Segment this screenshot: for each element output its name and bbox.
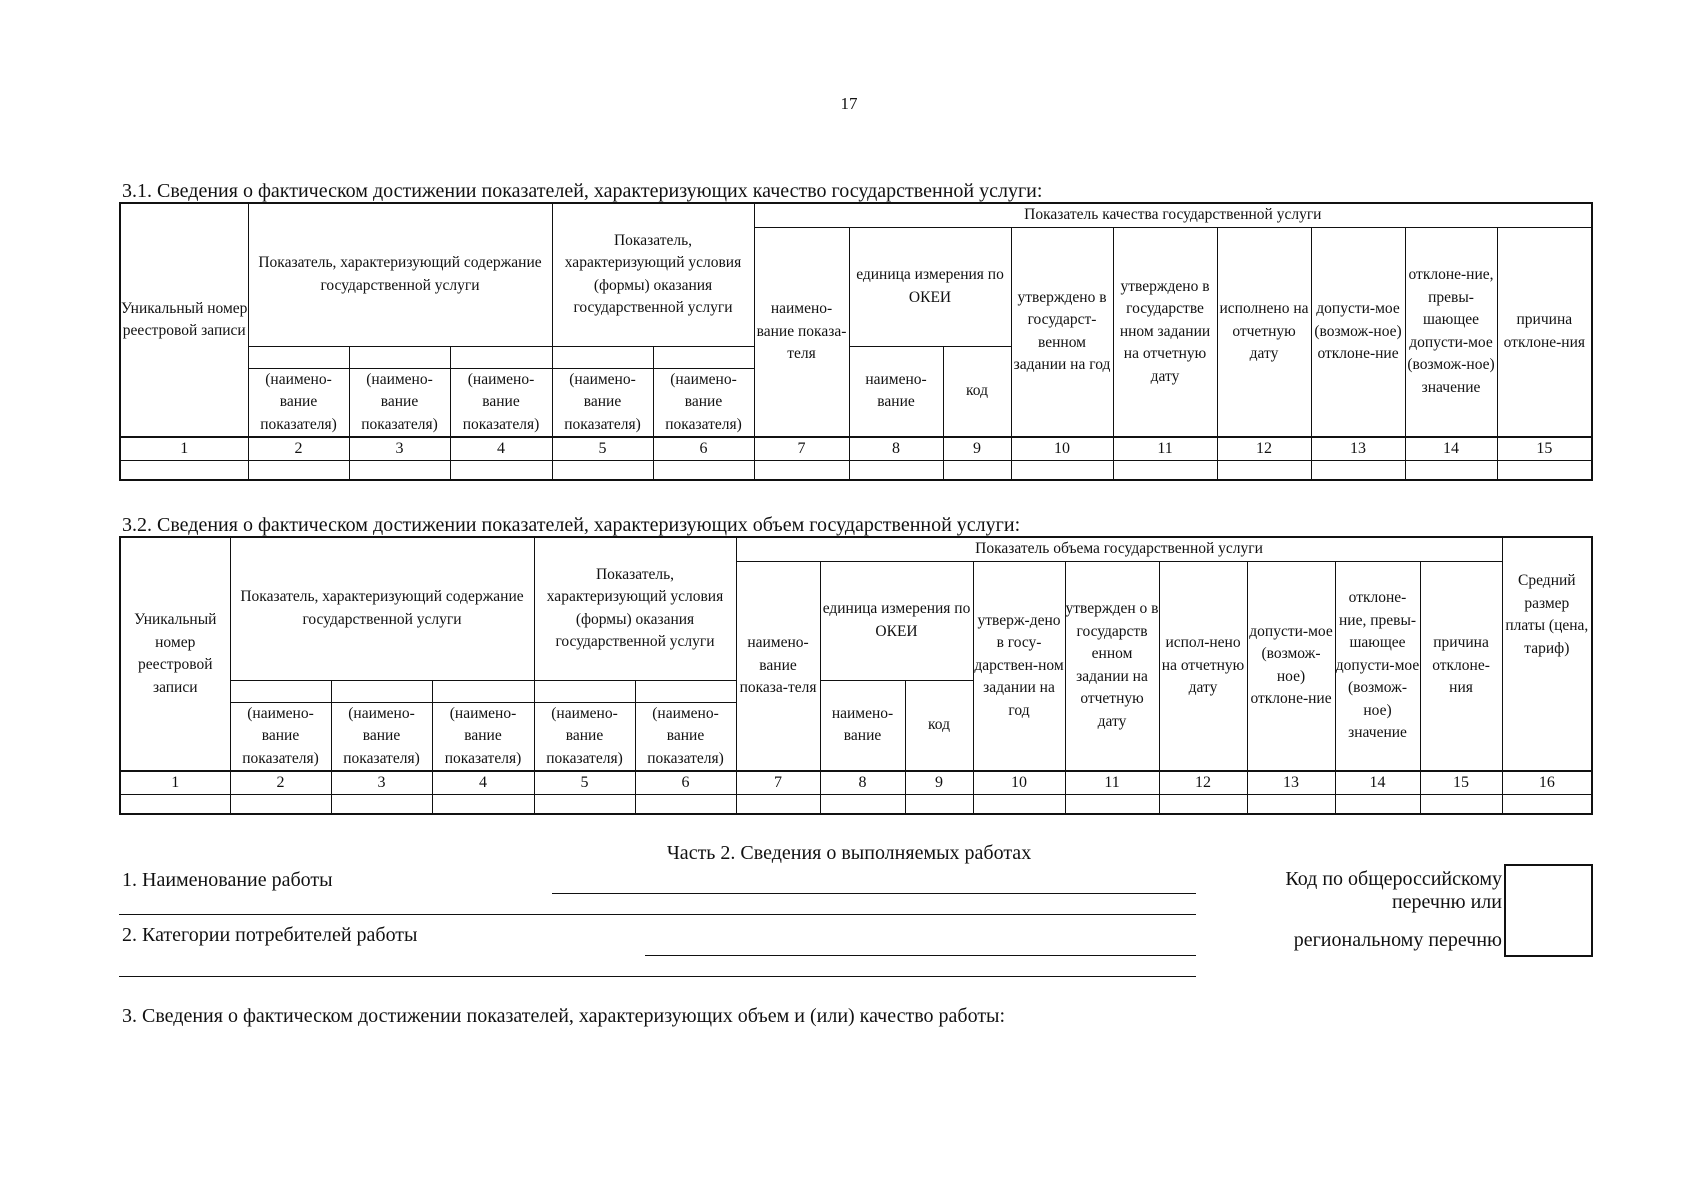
consumers-label: 2. Категории потребителей работы <box>122 924 418 946</box>
empty-data-cell[interactable] <box>736 795 820 815</box>
sub-indicator-label: (наимено-вание показателя) <box>534 702 635 771</box>
column-number: 7 <box>754 437 849 461</box>
unique-number-header: Уникальный номер реестровой записи <box>120 203 248 437</box>
blank-cell <box>450 346 552 368</box>
empty-data-cell[interactable] <box>943 461 1011 481</box>
executed-header: испол-нено на отчетную дату <box>1159 561 1247 771</box>
section-3-2-title: 3.2. Сведения о фактическом достижении показателей, характеризующих объем государственной услуги: <box>122 514 1021 536</box>
approved-date-header: утвержден о в государств енном задании на отчетную дату <box>1065 561 1159 771</box>
sub-indicator-label: (наимено-вание показателя) <box>653 368 754 437</box>
sub-indicator-label: (наимено-вание показателя) <box>230 702 331 771</box>
sub-indicator-label: (наимено-вание показателя) <box>349 368 450 437</box>
blank-cell <box>432 680 534 702</box>
work-name-label: 1. Наименование работы <box>122 869 333 891</box>
conditions-indicator-header: Показатель, характеризующий условия (формы) оказания государственной услуги <box>552 203 754 346</box>
column-number: 1 <box>120 437 248 461</box>
quality-indicator-header: Показатель качества государственной услуги <box>754 203 1592 227</box>
empty-data-cell[interactable] <box>1311 461 1405 481</box>
unique-number-header: Уникальный номер реестровой записи <box>120 537 230 771</box>
sub-indicator-label: (наимено-вание показателя) <box>432 702 534 771</box>
volume-indicator-header: Показатель объема государственной услуги <box>736 537 1502 561</box>
executed-header: исполнено на отчетную дату <box>1217 227 1311 437</box>
empty-data-cell[interactable] <box>1497 461 1592 481</box>
empty-data-cell[interactable] <box>1405 461 1497 481</box>
content-indicator-header: Показатель, характеризующий содержание государственной услуги <box>248 203 552 346</box>
part2-title <box>0 842 1698 865</box>
code-label-line3: региональному перечню <box>1293 929 1502 951</box>
blank-cell <box>653 346 754 368</box>
approved-date-header: утверждено в государстве нном задании на отчетную дату <box>1113 227 1217 437</box>
sub-indicator-label: (наимено-вание показателя) <box>450 368 552 437</box>
empty-data-cell[interactable] <box>450 461 552 481</box>
column-number: 11 <box>1113 437 1217 461</box>
page-number: 17 <box>840 94 858 113</box>
empty-data-cell[interactable] <box>1247 795 1335 815</box>
empty-data-cell[interactable] <box>1217 461 1311 481</box>
blank-cell <box>552 346 653 368</box>
empty-data-cell[interactable] <box>973 795 1065 815</box>
empty-data-cell[interactable] <box>1159 795 1247 815</box>
empty-data-cell[interactable] <box>120 795 230 815</box>
deviation-reason-header: причина отклоне-ния <box>1497 227 1592 437</box>
empty-data-cell[interactable] <box>1502 795 1592 815</box>
sub-indicator-label: (наимено-вание показателя) <box>635 702 736 771</box>
empty-data-cell[interactable] <box>1420 795 1502 815</box>
unit-okei-header: единица измерения по ОКЕИ <box>820 561 973 680</box>
column-number: 3 <box>331 771 432 795</box>
column-number: 2 <box>230 771 331 795</box>
allowed-deviation-header: допусти-мое (возмож-ное) отклоне-ние <box>1311 227 1405 437</box>
empty-data-cell[interactable] <box>820 795 905 815</box>
empty-data-cell[interactable] <box>331 795 432 815</box>
unit-okei-header: единица измерения по ОКЕИ <box>849 227 1011 346</box>
empty-data-cell[interactable] <box>349 461 450 481</box>
column-number: 14 <box>1405 437 1497 461</box>
empty-data-cell[interactable] <box>248 461 349 481</box>
unit-code-header: код <box>905 680 973 771</box>
section-3-work-title: 3. Сведения о фактическом достижении показателей, характеризующих объем и (или) качество работы: <box>122 1005 1006 1027</box>
approved-year-header: утверждено в государст-венном задании на год <box>1011 227 1113 437</box>
empty-data-cell[interactable] <box>120 461 248 481</box>
section-3-1-title: 3.1. Сведения о фактическом достижении показателей, характеризующих качество государственной услуги: <box>122 180 1043 202</box>
unit-name-header: наимено-вание <box>849 346 943 437</box>
column-number: 5 <box>534 771 635 795</box>
indicator-name-header: наимено-вание показа-теля <box>754 227 849 437</box>
empty-data-cell[interactable] <box>653 461 754 481</box>
content-indicator-header: Показатель, характеризующий содержание государственной услуги <box>230 537 534 680</box>
column-number: 4 <box>450 437 552 461</box>
column-number: 14 <box>1335 771 1420 795</box>
work-name-input-line[interactable] <box>552 893 1196 894</box>
unit-code-header: код <box>943 346 1011 437</box>
code-label <box>1200 868 1502 914</box>
empty-data-cell[interactable] <box>905 795 973 815</box>
conditions-indicator-header: Показатель, характеризующий условия (формы) оказания государственной услуги <box>534 537 736 680</box>
part2-title-text: Часть 2. Сведения о выполняемых работах <box>666 842 1032 864</box>
column-number: 10 <box>1011 437 1113 461</box>
deviation-reason-header: причина отклоне-ния <box>1420 561 1502 771</box>
column-number: 2 <box>248 437 349 461</box>
column-number: 6 <box>653 437 754 461</box>
empty-data-cell[interactable] <box>849 461 943 481</box>
empty-data-cell[interactable] <box>1065 795 1159 815</box>
column-number: 15 <box>1420 771 1502 795</box>
sub-indicator-label: (наимено-вание показателя) <box>248 368 349 437</box>
quality-table <box>119 202 1593 481</box>
column-number: 16 <box>1502 771 1592 795</box>
column-number: 15 <box>1497 437 1592 461</box>
empty-data-cell[interactable] <box>1011 461 1113 481</box>
code-input-box[interactable] <box>1504 864 1593 957</box>
empty-data-cell[interactable] <box>552 461 653 481</box>
column-number: 9 <box>905 771 973 795</box>
column-number: 10 <box>973 771 1065 795</box>
empty-data-cell[interactable] <box>230 795 331 815</box>
blank-cell <box>331 680 432 702</box>
consumers-input-line[interactable] <box>645 955 1196 956</box>
work-name-continuation-line[interactable] <box>119 914 1196 915</box>
column-number: 4 <box>432 771 534 795</box>
average-fee-header: Средний размер платы (цена, тариф) <box>1502 537 1592 771</box>
column-number: 3 <box>349 437 450 461</box>
unit-name-header: наимено-вание <box>820 680 905 771</box>
column-number: 13 <box>1311 437 1405 461</box>
column-number: 6 <box>635 771 736 795</box>
sub-indicator-label: (наимено-вание показателя) <box>331 702 432 771</box>
empty-data-cell[interactable] <box>1113 461 1217 481</box>
consumers-continuation-line[interactable] <box>119 976 1196 977</box>
exceeding-deviation-header: отклоне-ние, превы-шающее допусти-мое (возмож-ное) значение <box>1405 227 1497 437</box>
empty-data-cell[interactable] <box>534 795 635 815</box>
exceeding-deviation-header: отклоне-ние, превы-шающее допусти-мое (возмож-ное) значение <box>1335 561 1420 771</box>
column-number: 12 <box>1217 437 1311 461</box>
empty-data-cell[interactable] <box>432 795 534 815</box>
column-number: 5 <box>552 437 653 461</box>
indicator-name-header: наимено-вание показа-теля <box>736 561 820 771</box>
approved-year-header: утверж-дено в госу-дарствен-ном задании на год <box>973 561 1065 771</box>
column-number: 12 <box>1159 771 1247 795</box>
column-number: 13 <box>1247 771 1335 795</box>
blank-cell <box>248 346 349 368</box>
code-label-line2: перечню или <box>1391 891 1502 913</box>
column-number: 8 <box>849 437 943 461</box>
code-label-line1: Код по общероссийскому <box>1285 868 1502 890</box>
column-number: 8 <box>820 771 905 795</box>
empty-data-cell[interactable] <box>1335 795 1420 815</box>
volume-table <box>119 536 1593 815</box>
blank-cell <box>534 680 635 702</box>
column-number: 9 <box>943 437 1011 461</box>
sub-indicator-label: (наимено-вание показателя) <box>552 368 653 437</box>
blank-cell <box>635 680 736 702</box>
blank-cell <box>230 680 331 702</box>
empty-data-cell[interactable] <box>635 795 736 815</box>
column-number: 7 <box>736 771 820 795</box>
column-number: 1 <box>120 771 230 795</box>
allowed-deviation-header: допусти-мое (возмож-ное) отклоне-ние <box>1247 561 1335 771</box>
empty-data-cell[interactable] <box>754 461 849 481</box>
column-number: 11 <box>1065 771 1159 795</box>
blank-cell <box>349 346 450 368</box>
